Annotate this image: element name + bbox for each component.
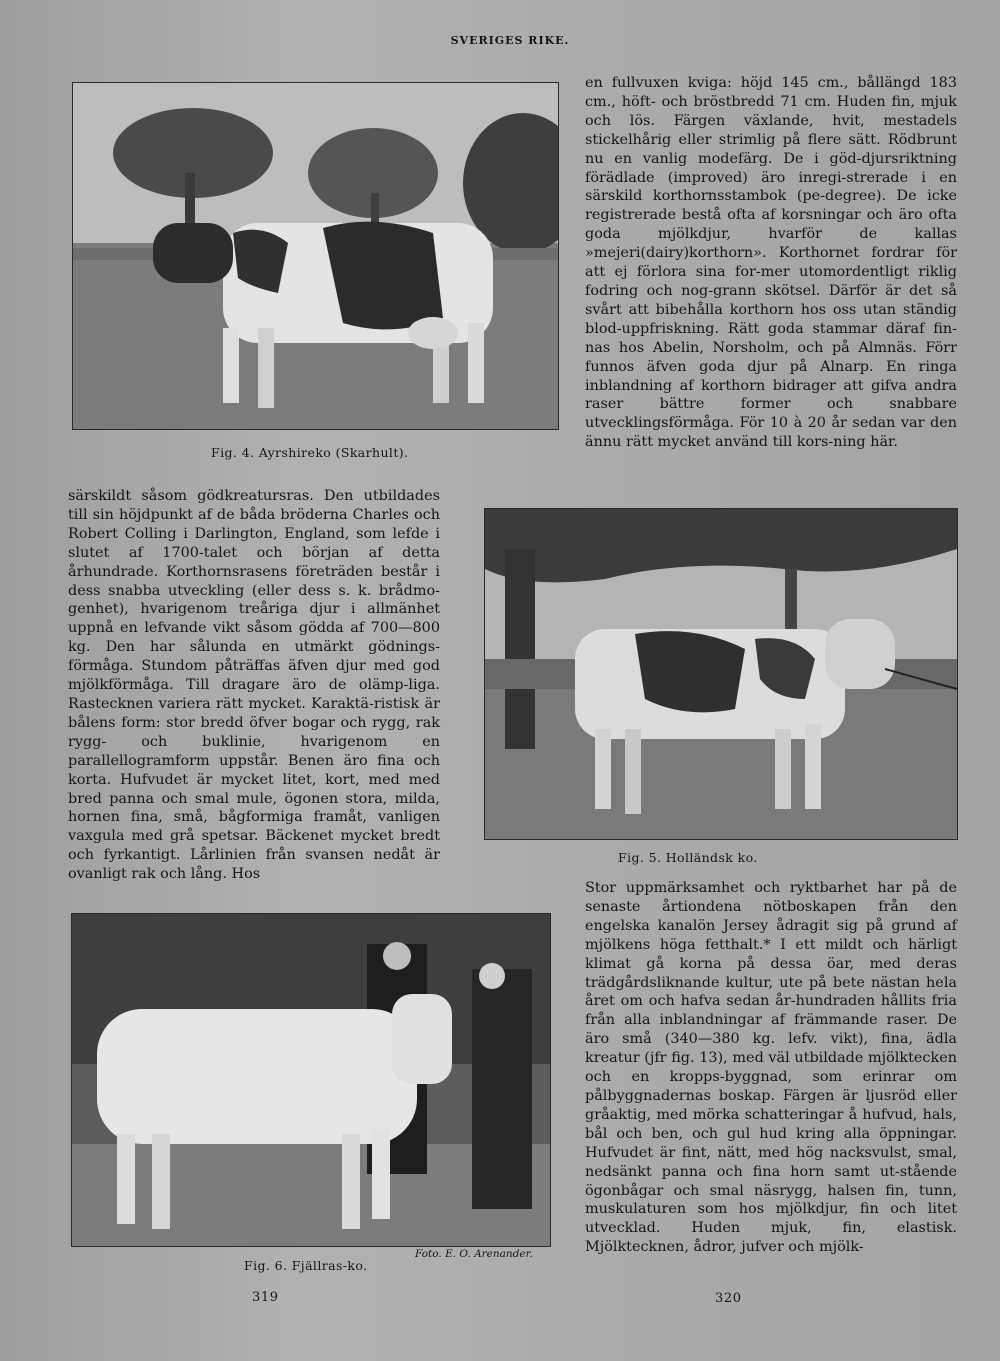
fig6-caption: Fig. 6. Fjällras-ko.: [244, 1258, 368, 1273]
right-top-paragraph: en fullvuxen kviga: höjd 145 cm., bållängd 183 cm., höft- och bröstbredd 71 cm. Huden fin, mjuk och lös. Färgen växlande, hvit, mestadels stickelhårig eller strimlig på flere sätt. Rödbrunt nu en vanlig modefärg. De i göd-djursriktning förädlade (improved) äro inregi-strerade i en särskild korthornsstambok (pe-degree). De icke registrerade bestå ofta af korsningar och äro ofta goda mjölkdjur, hvarför de kallas »mejeri(dairy)korthorn». Korthornet fordrar för att ej förlora sina for-mer utomordentligt riklig fodring och nog-grann skötsel. Därför är det så svårt att bibehålla korthorn hos oss utan ständig blod-uppfriskning. Rätt goda stammar däraf fin-nas hos Abelin, Norsholm, och på Almnäs. Förr funnos äfven goda djur på Alnarp. En ringa inblandning af korthorn bidrager att gifva andra raser bättre former och snabbare utvecklingsförmåga. För 10 à 20 år sedan var den ännu rätt mycket använd till kors-ning här.: [585, 75, 957, 451]
running-header: [0, 34, 1000, 47]
fig5-photo: [484, 508, 958, 840]
header-title: SVERIGES RIKE.: [450, 34, 570, 47]
ayrshire-cow-image: [73, 83, 558, 429]
fig5-caption: Fig. 5. Holländsk ko.: [618, 850, 758, 865]
page-number-left: 319: [252, 1290, 279, 1305]
fig6-photo: [71, 913, 551, 1247]
fig4-photo: [72, 82, 559, 430]
page-number-right: 320: [715, 1291, 742, 1306]
left-paragraph: särskildt såsom gödkreatursras. Den utbildades till sin höjdpunkt af de båda bröderna Charles och Robert Colling i Darlington, England, som lefde i slutet af 1700-talet och början af detta århundrade. Korthornsrasens företräden består i dess snabba utveckling (eller dess s. k. brådmo-genhet), hvarigenom treåriga djur i allmänhet uppnå en lefvande vikt såsom gödda af 700—800 kg. Den har sålunda en utmärkt gödnings-förmåga. Stundom påträffas äfven djur med god mjölkförmåga. Till dragare äro de olämp-liga. Rastecknen variera rätt mycket. Karaktä-ristisk är bålens form: stor bredd öfver bogar och rygg, rak rygg- och buklinie, hvarigenom en parallellogramform uppstår. Benen äro fina och korta. Hufvudet är mycket litet, kort, med med bred panna och smal mule, ögonen stora, milda, hornen fina, små, bågformiga framåt, vanligen vaxgula med grå spetsar. Bäckenet mycket bredt och fyrkantigt. Lårlinien från svansen nedåt är ovanligt rak och lång. Hos: [68, 488, 440, 883]
right-bottom-paragraph: Stor uppmärksamhet och ryktbarhet har på de senaste årtiondena nötboskapen från den engelska kanalön Jersey ådragit sig på grund af mjölkens höga fetthalt.* I ett mildt och härligt klimat gå korna på dessa öar, med deras trädgårdsliknande kultur, ute på bete nästan hela året om och hafva sedan år-hundraden hållits fria från alla inblandningar af främmande raser. De äro små (340—380 kg. lefv. vikt), fina, ädla kreatur (jfr fig. 13), med väl utbildade mjölktecken och en kropps-byggnad, som erinrar om pålbyggnadernas boskap. Färgen är ljusröd eller gråaktig, med mörka schatteringar å hufvud, hals, bål och ben, och gul hud kring alla öppningar. Hufvudet är fint, nätt, med hög nacksvulst, smal, nedsänkt panna och fina horn samt ut-stående ögonbågar och smal näsrygg, halsen fin, tunn, muskulaturen som hos mjölkdjur, fin och litet utvecklad. Huden mjuk, fin, elastisk. Mjölktecknen, ådror, jufver och mjölk-: [585, 880, 957, 1256]
fig4-caption: Fig. 4. Ayrshireko (Skarhult).: [211, 445, 409, 460]
fig6-photo-credit: Foto. E. O. Arenander.: [415, 1248, 533, 1260]
dutch-cow-image: [485, 509, 957, 839]
fjallras-cow-image: [72, 914, 550, 1246]
